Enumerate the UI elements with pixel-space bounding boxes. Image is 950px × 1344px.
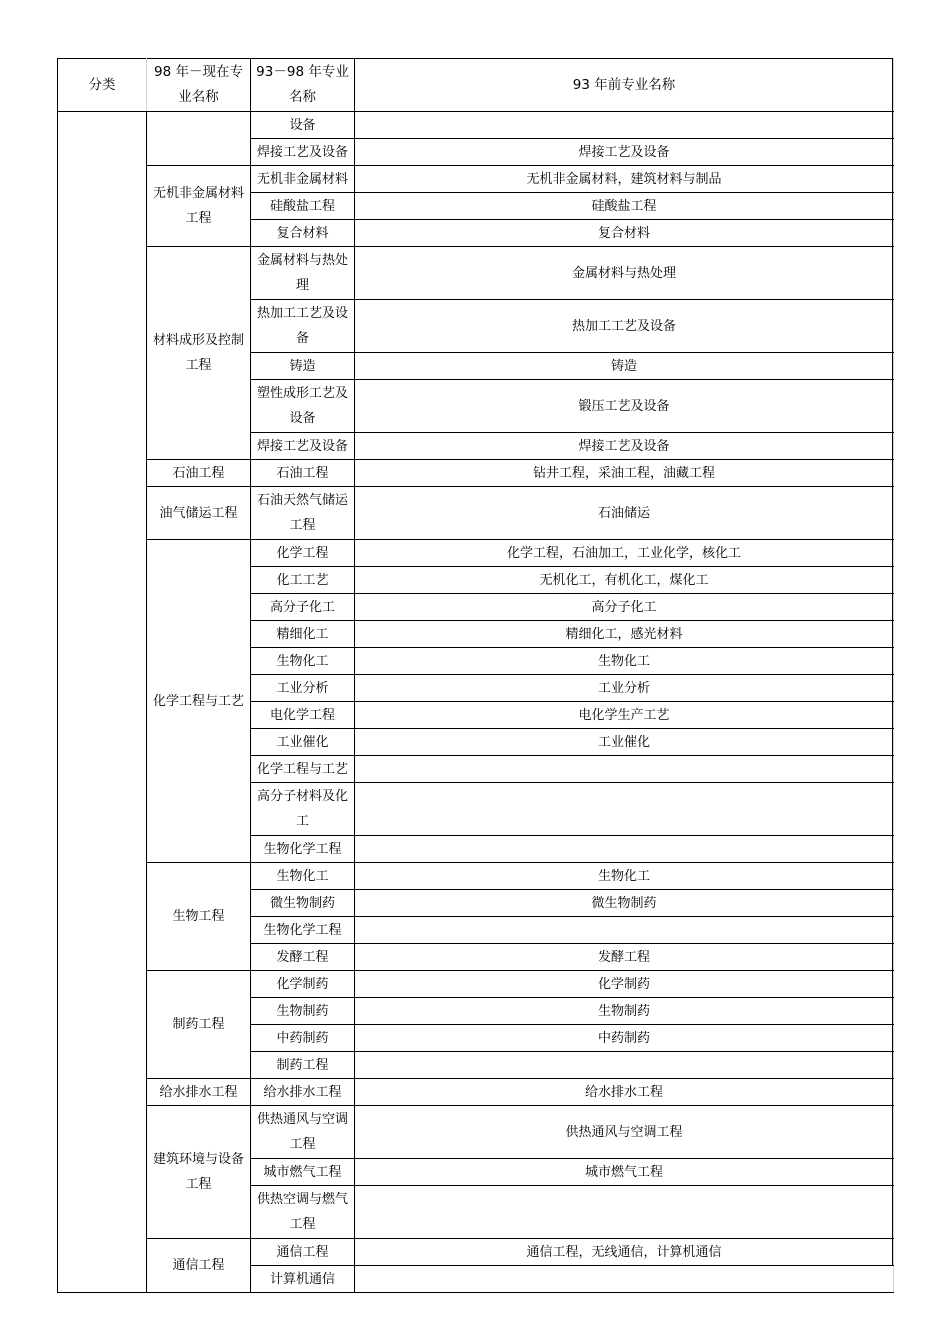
old-major-cell: 焊接工艺及设备 — [355, 433, 894, 460]
mid-major-cell: 设备 — [251, 112, 355, 139]
old-major-cell: 石油储运 — [355, 487, 894, 540]
mid-major-cell: 给水排水工程 — [251, 1079, 355, 1106]
table-row — [58, 166, 894, 193]
old-major-cell: 生物制药 — [355, 998, 894, 1025]
old-major-cell: 钻井工程，采油工程，油藏工程 — [355, 460, 894, 487]
table-row — [58, 1079, 894, 1106]
mid-major-cell: 生物制药 — [251, 998, 355, 1025]
old-major-cell — [355, 1052, 894, 1079]
mid-major-cell: 高分子化工 — [251, 594, 355, 621]
current-major-cell: 建筑环境与设备工程 — [147, 1106, 251, 1239]
table-row — [58, 112, 894, 139]
header-category: 分类 — [58, 59, 147, 112]
old-major-cell — [355, 1266, 894, 1293]
old-major-cell: 复合材料 — [355, 220, 894, 247]
old-major-cell — [355, 112, 894, 139]
current-major-cell: 制药工程 — [147, 971, 251, 1079]
old-major-cell: 金属材料与热处理 — [355, 247, 894, 300]
mid-major-cell: 生物化学工程 — [251, 836, 355, 863]
old-major-cell: 工业催化 — [355, 729, 894, 756]
mid-major-cell: 精细化工 — [251, 621, 355, 648]
mid-major-cell: 电化学工程 — [251, 702, 355, 729]
current-major-cell: 通信工程 — [147, 1239, 251, 1293]
old-major-cell: 精细化工，感光材料 — [355, 621, 894, 648]
old-major-cell: 给水排水工程 — [355, 1079, 894, 1106]
old-major-cell: 电化学生产工艺 — [355, 702, 894, 729]
old-major-cell — [355, 1186, 894, 1239]
mid-major-cell: 通信工程 — [251, 1239, 355, 1266]
table-body — [58, 59, 894, 1293]
table-row — [58, 1106, 894, 1159]
current-major-cell: 生物工程 — [147, 863, 251, 971]
mid-major-cell: 中药制药 — [251, 1025, 355, 1052]
mid-major-cell: 城市燃气工程 — [251, 1159, 355, 1186]
mid-major-cell: 焊接工艺及设备 — [251, 139, 355, 166]
old-major-cell: 锻压工艺及设备 — [355, 380, 894, 433]
mid-major-cell: 化学制药 — [251, 971, 355, 998]
major-mapping-table — [57, 58, 894, 1293]
mid-major-cell: 热加工工艺及设备 — [251, 300, 355, 353]
old-major-cell — [355, 836, 894, 863]
old-major-cell: 发酵工程 — [355, 944, 894, 971]
table-row — [58, 460, 894, 487]
mid-major-cell: 高分子材料及化工 — [251, 783, 355, 836]
current-major-cell: 化学工程与工艺 — [147, 540, 251, 863]
current-major-cell: 石油工程 — [147, 460, 251, 487]
mid-major-cell: 供热通风与空调工程 — [251, 1106, 355, 1159]
old-major-cell: 工业分析 — [355, 675, 894, 702]
mid-major-cell: 供热空调与燃气工程 — [251, 1186, 355, 1239]
current-major-cell — [147, 112, 251, 166]
old-major-cell: 化学制药 — [355, 971, 894, 998]
old-major-cell: 中药制药 — [355, 1025, 894, 1052]
old-major-cell: 焊接工艺及设备 — [355, 139, 894, 166]
mid-major-cell: 金属材料与热处理 — [251, 247, 355, 300]
header-current-name: 98 年－现在专业名称 — [147, 59, 251, 112]
mid-major-cell: 发酵工程 — [251, 944, 355, 971]
current-major-cell: 给水排水工程 — [147, 1079, 251, 1106]
current-major-cell: 材料成形及控制工程 — [147, 247, 251, 460]
mid-major-cell: 无机非金属材料 — [251, 166, 355, 193]
mid-major-cell: 石油工程 — [251, 460, 355, 487]
mid-major-cell: 塑性成形工艺及设备 — [251, 380, 355, 433]
old-major-cell: 通信工程，无线通信，计算机通信 — [355, 1239, 894, 1266]
current-major-cell: 无机非金属材料工程 — [147, 166, 251, 247]
old-major-cell: 供热通风与空调工程 — [355, 1106, 894, 1159]
old-major-cell: 城市燃气工程 — [355, 1159, 894, 1186]
old-major-cell: 化学工程，石油加工，工业化学，核化工 — [355, 540, 894, 567]
mid-major-cell: 生物化学工程 — [251, 917, 355, 944]
mid-major-cell: 生物化工 — [251, 648, 355, 675]
header-old-name: 93 年前专业名称 — [355, 59, 894, 112]
old-major-cell: 硅酸盐工程 — [355, 193, 894, 220]
old-major-cell: 微生物制药 — [355, 890, 894, 917]
old-major-cell: 无机非金属材料，建筑材料与制品 — [355, 166, 894, 193]
table-row — [58, 971, 894, 998]
mid-major-cell: 微生物制药 — [251, 890, 355, 917]
mid-major-cell: 化工工艺 — [251, 567, 355, 594]
mid-major-cell: 铸造 — [251, 353, 355, 380]
mid-major-cell: 化学工程与工艺 — [251, 756, 355, 783]
mid-major-cell: 复合材料 — [251, 220, 355, 247]
header-mid-name: 93－98 年专业名称 — [251, 59, 355, 112]
mid-major-cell: 化学工程 — [251, 540, 355, 567]
old-major-cell: 生物化工 — [355, 863, 894, 890]
table-row — [58, 863, 894, 890]
old-major-cell — [355, 917, 894, 944]
table-row — [58, 1239, 894, 1266]
old-major-cell — [355, 783, 894, 836]
old-major-cell: 高分子化工 — [355, 594, 894, 621]
old-major-cell: 生物化工 — [355, 648, 894, 675]
current-major-cell: 油气储运工程 — [147, 487, 251, 540]
header-row — [58, 59, 894, 112]
mid-major-cell: 工业分析 — [251, 675, 355, 702]
mid-major-cell: 石油天然气储运工程 — [251, 487, 355, 540]
mid-major-cell: 计算机通信 — [251, 1266, 355, 1293]
mid-major-cell: 硅酸盐工程 — [251, 193, 355, 220]
mid-major-cell: 制药工程 — [251, 1052, 355, 1079]
category-cell — [58, 112, 147, 1293]
old-major-cell: 铸造 — [355, 353, 894, 380]
mid-major-cell: 工业催化 — [251, 729, 355, 756]
mid-major-cell: 生物化工 — [251, 863, 355, 890]
table-right-edge — [892, 58, 893, 1265]
table-row — [58, 540, 894, 567]
table-row — [58, 247, 894, 300]
mid-major-cell: 焊接工艺及设备 — [251, 433, 355, 460]
table-row — [58, 487, 894, 540]
old-major-cell — [355, 756, 894, 783]
old-major-cell: 无机化工，有机化工，煤化工 — [355, 567, 894, 594]
old-major-cell: 热加工工艺及设备 — [355, 300, 894, 353]
